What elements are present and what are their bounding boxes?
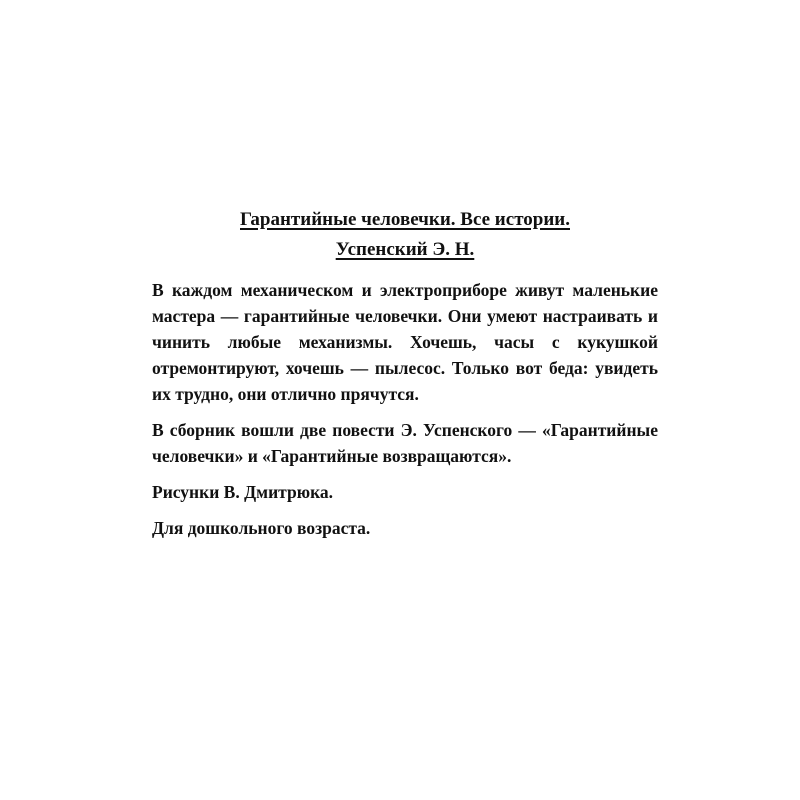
illustrator-credit: Рисунки В. Дмитрюка. (152, 482, 334, 502)
collection-paragraph: В сборник вошли две повести Э. Успенского — «Гарантийные человечки» и «Гарантийные возвращаются». (152, 420, 658, 466)
description-paragraph: В каждом механическом и электроприборе живут маленькие мастера — гарантийные человечки. Они умеют настраивать и чинить любые механизмы. Хочешь, часы с кукушкой отремонтируют, хочешь — пылесос. Только вот беда: увидеть их трудно, они отлично прячутся. (152, 280, 658, 404)
book-author: Успенский Э. Н. (335, 239, 475, 260)
book-description (152, 205, 658, 541)
age-rating: Для дошкольного возраста. (152, 518, 371, 538)
book-title: Гарантийные человечки. Все истории. (240, 209, 570, 230)
